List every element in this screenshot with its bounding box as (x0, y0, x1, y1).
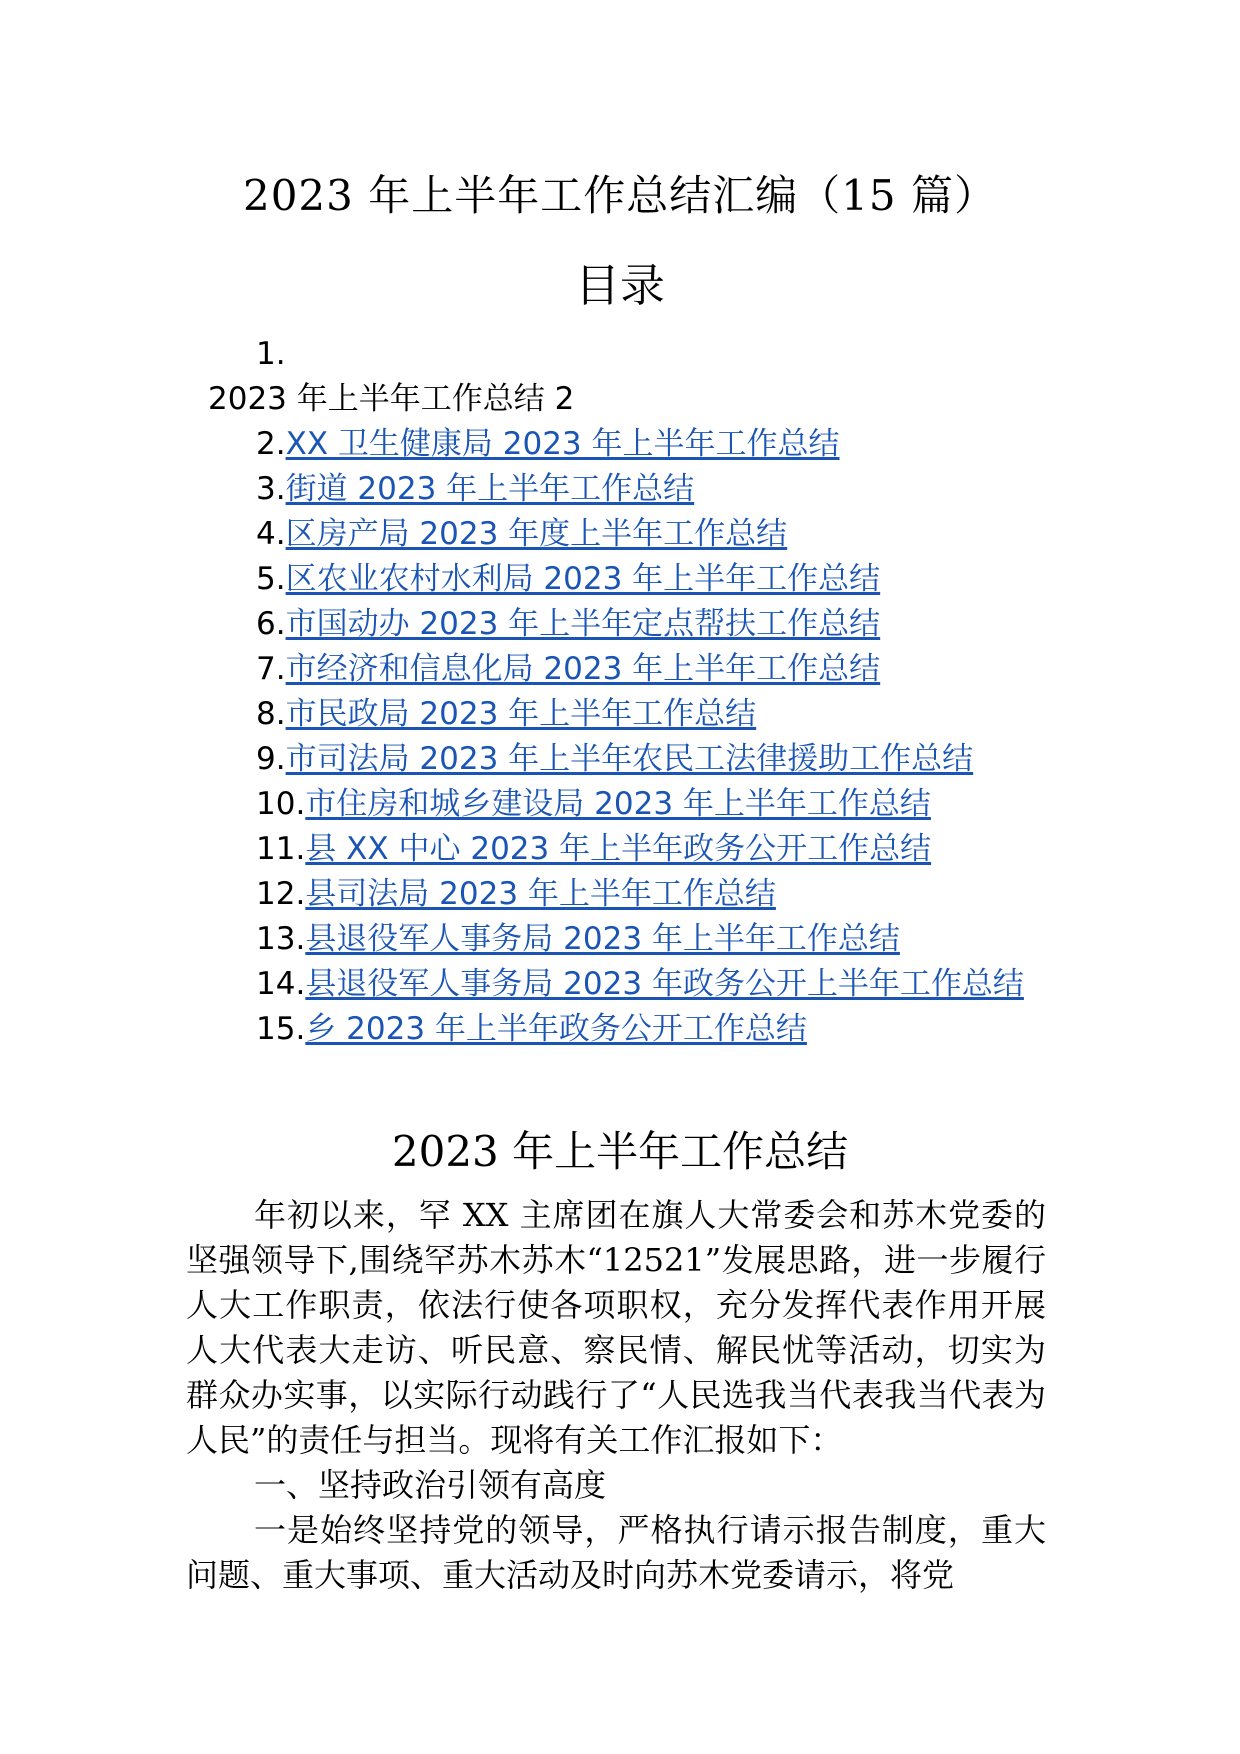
toc-item-5[interactable] (186, 557, 1066, 602)
toc-item-3[interactable] (186, 467, 1066, 512)
toc-item-link[interactable]: 县退役军人事务局 2023 年政务公开上半年工作总结 (305, 966, 1024, 1002)
toc-item-number: 15. (256, 1011, 306, 1047)
toc-item-label: 2023 年上半年工作总结 2 (208, 381, 575, 417)
toc-item-number: 14. (256, 966, 306, 1002)
toc-item-number: 6. (256, 606, 286, 642)
toc-item-15[interactable] (186, 1007, 1066, 1052)
toc-item-number: 5. (256, 561, 286, 597)
body-subheading: 一、坚持政治引领有高度 (254, 1466, 607, 1504)
toc-item-number: 12. (256, 876, 306, 912)
toc-item-9[interactable] (186, 737, 1066, 782)
toc-item-link[interactable]: 市司法局 2023 年上半年农民工法律援助工作总结 (285, 741, 974, 777)
toc-item-link[interactable]: 市住房和城乡建设局 2023 年上半年工作总结 (305, 786, 931, 822)
table-of-contents (186, 332, 1066, 1052)
document-title: 2023 年上半年工作总结汇编（15 篇） (242, 171, 998, 220)
toc-item-number: 3. (256, 471, 286, 507)
toc-item-link[interactable]: 市国动办 2023 年上半年定点帮扶工作总结 (285, 606, 881, 642)
toc-item-link[interactable]: 县司法局 2023 年上半年工作总结 (305, 876, 776, 912)
toc-item-link[interactable]: 街道 2023 年上半年工作总结 (285, 471, 695, 507)
toc-item-number: 11. (256, 831, 306, 867)
toc-item-number: 7. (256, 651, 286, 687)
toc-item-number: 8. (256, 696, 286, 732)
toc-item-6[interactable] (186, 602, 1066, 647)
toc-item-link[interactable]: 县 XX 中心 2023 年上半年政务公开工作总结 (305, 831, 932, 867)
toc-item-link[interactable]: 区农业农村水利局 2023 年上半年工作总结 (285, 561, 881, 597)
body-paragraph: 一是始终坚持党的领导，严格执行请示报告制度，重大问题、重大事项、重大活动及时向苏木党委请示，将党 (186, 1511, 1046, 1594)
toc-item-8[interactable] (186, 692, 1066, 737)
toc-item-number: 9. (256, 741, 286, 777)
toc-item-12[interactable] (186, 872, 1066, 917)
toc-item-1 (186, 332, 1066, 422)
toc-item-4[interactable] (186, 512, 1066, 557)
toc-item-10[interactable] (186, 782, 1066, 827)
toc-item-14[interactable] (186, 962, 1066, 1007)
toc-item-13[interactable] (186, 917, 1066, 962)
toc-item-link[interactable]: 市经济和信息化局 2023 年上半年工作总结 (285, 651, 881, 687)
toc-item-7[interactable] (186, 647, 1066, 692)
toc-item-number: 10. (256, 786, 306, 822)
toc-item-number: 2. (256, 426, 286, 462)
toc-item-link[interactable]: 区房产局 2023 年度上半年工作总结 (285, 516, 788, 552)
section-title: 2023 年上半年工作总结 (391, 1127, 849, 1176)
section-body (186, 1193, 1046, 1598)
toc-item-number: 13. (256, 921, 306, 957)
toc-item-2[interactable] (186, 422, 1066, 467)
toc-item-link[interactable]: 市民政局 2023 年上半年工作总结 (285, 696, 757, 732)
toc-item-11[interactable] (186, 827, 1066, 872)
toc-heading: 目录 (574, 259, 665, 312)
toc-item-number: 1. (256, 336, 286, 372)
toc-item-link[interactable]: XX 卫生健康局 2023 年上半年工作总结 (285, 426, 840, 462)
toc-item-number: 4. (256, 516, 286, 552)
body-paragraph: 年初以来，罕 XX 主席团在旗人大常委会和苏木党委的坚强领导下,围绕罕苏木苏木“12521”发展思路，进一步履行人大工作职责，依法行使各项职权，充分发挥代表作用开展人大代表大走访、听民意、察民情、解民忧等活动，切实为群众办实事，以实际行动践行了“人民选我当代表我当代表为人民”的责任与担当。现将有关工作汇报如下： (186, 1196, 1046, 1459)
toc-item-link[interactable]: 县退役军人事务局 2023 年上半年工作总结 (305, 921, 900, 957)
toc-item-link[interactable]: 乡 2023 年上半年政务公开工作总结 (305, 1011, 807, 1047)
